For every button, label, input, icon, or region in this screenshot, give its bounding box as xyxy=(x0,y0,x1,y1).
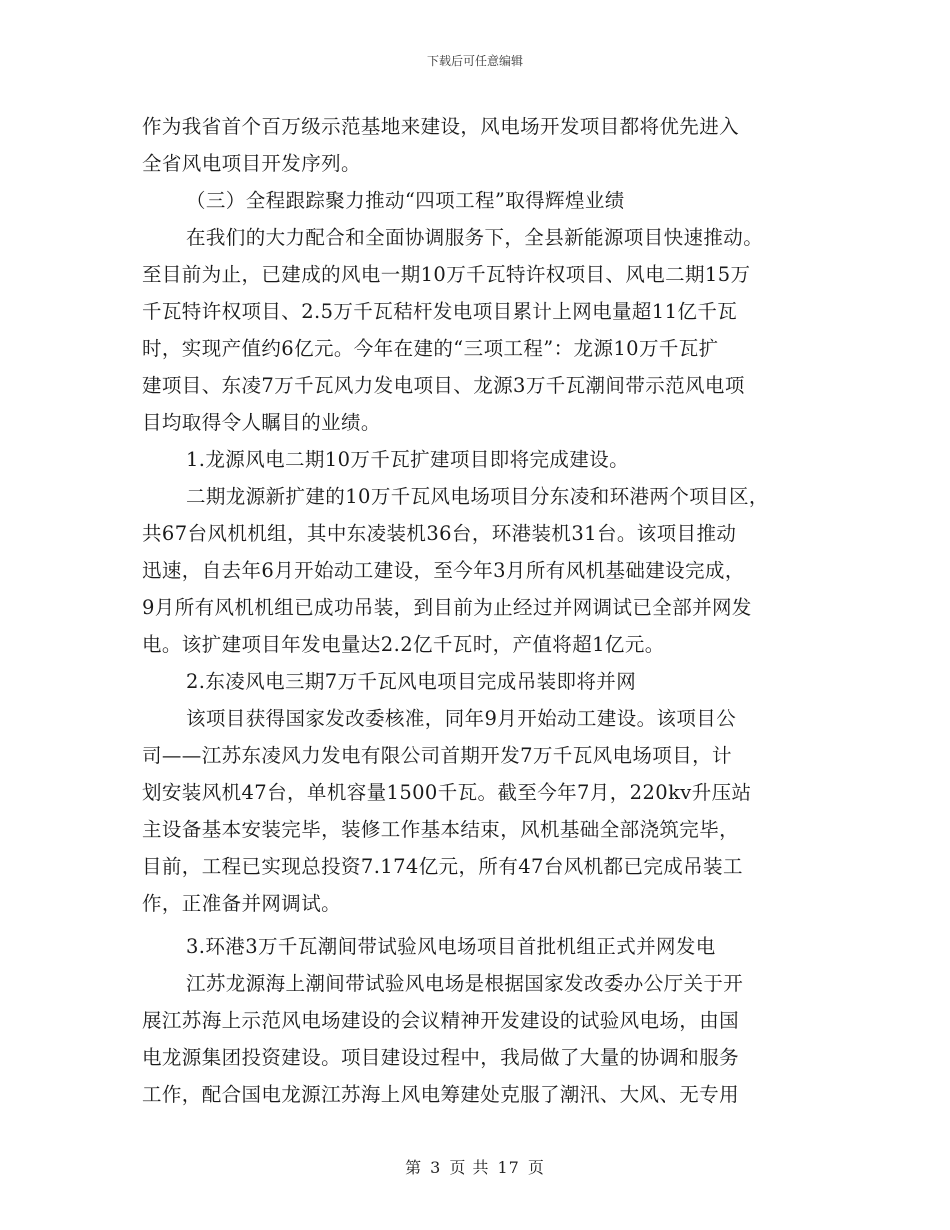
body-line: 迅速，自去年6月开始动工建设，至今年3月所有风机基础建设完成， xyxy=(142,559,745,582)
body-line: 时，实现产值约6亿元。今年在建的“三项工程”：龙源10万千瓦扩 xyxy=(142,337,719,360)
body-line: 作，正准备并网调试。 xyxy=(142,892,342,915)
document-body xyxy=(142,108,810,1113)
body-line: 江苏龙源海上潮间带试验风电场是根据国家发改委办公厅关于开 xyxy=(186,972,744,995)
body-line: 该项目获得国家发改委核准，同年9月开始动工建设。该项目公 xyxy=(186,707,737,730)
page-header-note: 下载后可任意编辑 xyxy=(426,54,523,68)
page-footer xyxy=(0,1155,950,1178)
footer-total-pages: 17 xyxy=(497,1158,520,1177)
body-line: 划安装风机47台，单机容量1500千瓦。截至今年7月，220kv升压站 xyxy=(142,781,752,804)
subsection-heading: 1.龙源风电二期10万千瓦扩建项目即将完成建设。 xyxy=(186,448,630,471)
body-line: 主设备基本安装完毕，装修工作基本结束，风机基础全部浇筑完毕， xyxy=(142,818,740,841)
body-line: 建项目、东凌7万千瓦风力发电项目、龙源3万千瓦潮间带示范风电项 xyxy=(142,374,745,397)
body-line: 全省风电项目开发序列。 xyxy=(142,152,361,175)
body-line: 工作，配合国电龙源江苏海上风电筹建处克服了潮汛、大风、无专用 xyxy=(142,1083,740,1106)
subsection-heading: 2.东凌风电三期7万千瓦风电项目完成吊装即将并网 xyxy=(186,670,637,693)
body-line: 在我们的大力配合和全面协调服务下，全县新能源项目快速推动。 xyxy=(186,226,764,249)
body-line: 作为我省首个百万级示范基地来建设，风电场开发项目都将优先进入 xyxy=(142,115,740,138)
footer-prefix: 第 xyxy=(405,1158,423,1177)
body-line: 目均取得令人瞩目的业绩。 xyxy=(142,411,381,434)
body-line: 千瓦特许权项目、2.5万千瓦秸杆发电项目累计上网电量超11亿千瓦 xyxy=(142,300,738,323)
body-line: 目前，工程已实现总投资7.174亿元，所有47台风机都已完成吊装工 xyxy=(142,855,743,878)
footer-mid: 页 共 xyxy=(449,1158,490,1177)
body-line: 至目前为止，已建成的风电一期10万千瓦特许权项目、风电二期15万 xyxy=(142,263,751,286)
body-line: 展江苏海上示范风电场建设的会议精神开发建设的试验风电场，由国 xyxy=(142,1009,740,1032)
subsection-heading: 3.环港3万千瓦潮间带试验风电场项目首批机组正式并网发电 xyxy=(186,935,716,958)
section-heading: （三）全程跟踪聚力推动“四项工程”取得辉煌业绩 xyxy=(186,189,625,212)
body-line: 电。该扩建项目年发电量达2.2亿千瓦时，产值将超1亿元。 xyxy=(142,633,665,656)
body-line: 二期龙源新扩建的10万千瓦风电场项目分东凌和环港两个项目区， xyxy=(186,485,769,508)
footer-suffix: 页 xyxy=(527,1158,545,1177)
body-line: 司——江苏东凌风力发电有限公司首期开发7万千瓦风电场项目，计 xyxy=(142,744,732,767)
body-line: 共67台风机机组，其中东凌装机36台，环港装机31台。该项目推动 xyxy=(142,522,737,545)
body-line: 9月所有风机机组已成功吊装，到目前为止经过并网调试已全部并网发 xyxy=(142,596,752,619)
footer-page-number: 3 xyxy=(430,1158,442,1177)
body-line: 电龙源集团投资建设。项目建设过程中，我局做了大量的协调和服务 xyxy=(142,1046,740,1069)
